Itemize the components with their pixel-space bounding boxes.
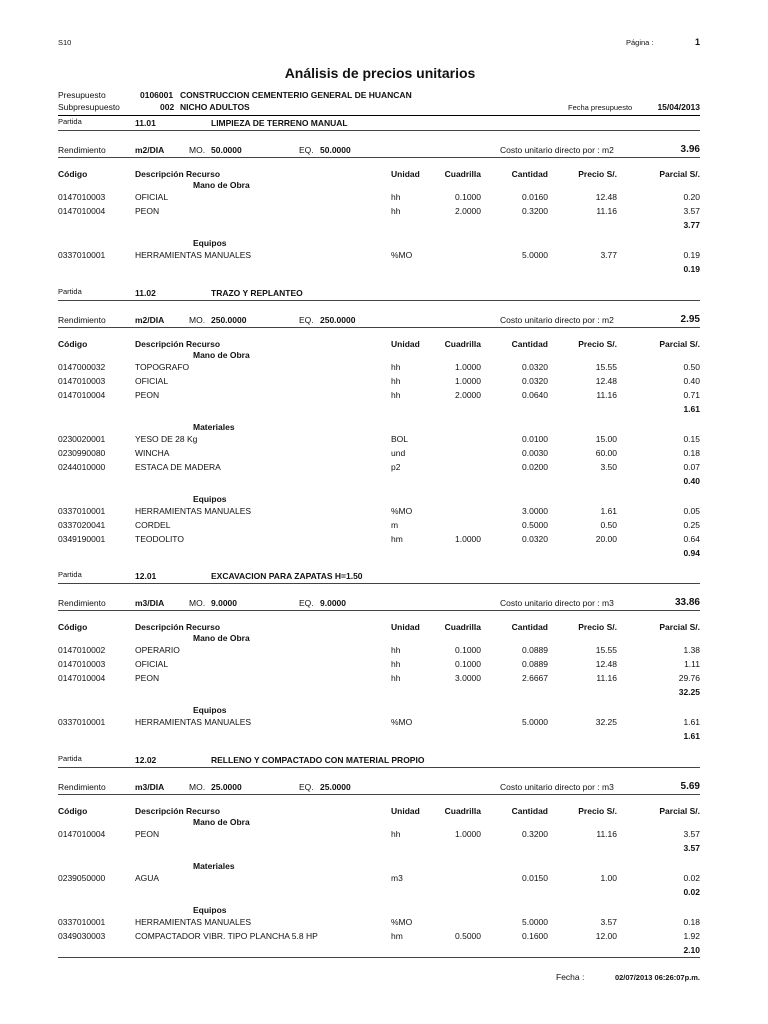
- item-unidad: m: [391, 520, 399, 530]
- item-cantidad: 0.0100: [522, 434, 548, 444]
- item-precio: 11.16: [596, 829, 617, 839]
- item-cuadrilla: 2.0000: [455, 206, 481, 216]
- costo-value: 3.96: [680, 144, 700, 155]
- item-precio: 3.57: [600, 917, 617, 927]
- item-codigo: 0337010001: [58, 250, 106, 260]
- partida-label: Partida: [58, 117, 82, 126]
- item-precio: 0.50: [600, 520, 617, 530]
- item-parcial: 3.57: [683, 206, 700, 216]
- col-parcial: Parcial S/.: [659, 169, 700, 179]
- item-descripcion: OFICIAL: [135, 376, 169, 386]
- partida-code: 12.02: [135, 755, 157, 765]
- item-parcial: 0.40: [683, 376, 700, 386]
- subpresupuesto-label: Subpresupuesto: [58, 102, 120, 112]
- item-parcial: 1.92: [683, 931, 700, 941]
- mo-label: MO.: [189, 598, 206, 608]
- item-precio: 3.50: [600, 462, 617, 472]
- partida-divider: [58, 300, 700, 301]
- page-number: 1: [694, 37, 700, 47]
- item-unidad: hh: [391, 206, 401, 216]
- item-descripcion: YESO DE 28 Kg: [135, 434, 198, 444]
- item-unidad: %MO: [391, 506, 413, 516]
- item-cantidad: 0.5000: [522, 520, 548, 530]
- item-parcial: 0.50: [683, 362, 700, 372]
- item-codigo: 0337020041: [58, 520, 106, 530]
- presupuesto-label: Presupuesto: [58, 90, 106, 100]
- item-codigo: 0147000032: [58, 362, 106, 372]
- item-codigo: 0349030003: [58, 931, 106, 941]
- item-descripcion: OPERARIO: [135, 645, 180, 655]
- item-cantidad: 0.0889: [522, 659, 548, 669]
- group-title: Mano de Obra: [193, 350, 250, 360]
- item-cantidad: 0.3200: [522, 206, 548, 216]
- item-unidad: hh: [391, 645, 401, 655]
- group-subtotal: 2.10: [683, 945, 700, 955]
- col-parcial: Parcial S/.: [659, 622, 700, 632]
- col-precio: Precio S/.: [578, 806, 617, 816]
- item-cuadrilla: 1.0000: [455, 829, 481, 839]
- col-unidad: Unidad: [391, 806, 420, 816]
- col-descripcion: Descripción Recurso: [135, 339, 221, 349]
- item-unidad: hh: [391, 659, 401, 669]
- item-precio: 32.25: [595, 717, 617, 727]
- col-unidad: Unidad: [391, 169, 420, 179]
- col-precio: Precio S/.: [578, 622, 617, 632]
- item-parcial: 29.76: [678, 673, 700, 683]
- group-title: Equipos: [193, 905, 227, 915]
- item-unidad: BOL: [391, 434, 409, 444]
- col-codigo: Código: [58, 339, 88, 349]
- rendimiento-unit: m3/DIA: [135, 598, 165, 608]
- partida-divider: [58, 583, 700, 584]
- item-codigo: 0147010004: [58, 829, 106, 839]
- page-title: Análisis de precios unitarios: [284, 65, 476, 81]
- presupuesto-name: CONSTRUCCION CEMENTERIO GENERAL DE HUANCAN: [180, 90, 412, 100]
- col-codigo: Código: [58, 806, 88, 816]
- rendimiento-label: Rendimiento: [58, 315, 106, 325]
- col-descripcion: Descripción Recurso: [135, 622, 221, 632]
- costo-value: 5.69: [680, 781, 700, 792]
- item-cantidad: 0.0030: [522, 448, 548, 458]
- rendimiento-divider: [58, 327, 700, 328]
- item-cantidad: 0.1600: [522, 931, 548, 941]
- partida-name: TRAZO Y REPLANTEO: [211, 288, 303, 298]
- group-subtotal: 1.61: [683, 731, 700, 741]
- rendimiento-unit: m3/DIA: [135, 782, 165, 792]
- item-descripcion: PEON: [135, 206, 160, 216]
- footer-fecha-label: Fecha :: [556, 972, 585, 982]
- eq-value: 250.0000: [320, 315, 356, 325]
- rendimiento-unit: m2/DIA: [135, 315, 165, 325]
- item-cuadrilla: 3.0000: [455, 673, 481, 683]
- group-title: Mano de Obra: [193, 633, 250, 643]
- mo-value: 25.0000: [211, 782, 242, 792]
- col-cuadrilla: Cuadrilla: [444, 622, 481, 632]
- col-cantidad: Cantidad: [511, 806, 548, 816]
- item-precio: 12.48: [595, 659, 617, 669]
- col-parcial: Parcial S/.: [659, 806, 700, 816]
- group-title: Equipos: [193, 494, 227, 504]
- header-divider: [58, 115, 700, 116]
- group-subtotal: 3.57: [683, 843, 700, 853]
- eq-value: 50.0000: [320, 145, 351, 155]
- group-subtotal: 0.94: [683, 548, 700, 558]
- item-precio: 15.55: [595, 362, 617, 372]
- item-codigo: 0147010004: [58, 206, 106, 216]
- group-title: Mano de Obra: [193, 180, 250, 190]
- item-parcial: 0.07: [683, 462, 700, 472]
- eq-label: EQ.: [299, 145, 314, 155]
- col-descripcion: Descripción Recurso: [135, 806, 221, 816]
- item-precio: 11.16: [596, 206, 617, 216]
- mo-label: MO.: [189, 145, 206, 155]
- item-unidad: hh: [391, 829, 401, 839]
- item-descripcion: HERRAMIENTAS MANUALES: [135, 506, 252, 516]
- costo-label: Costo unitario directo por : m3: [500, 782, 614, 792]
- footer-fecha: 02/07/2013 06:26:07p.m.: [614, 973, 700, 982]
- col-cuadrilla: Cuadrilla: [444, 169, 481, 179]
- item-codigo: 0230990080: [58, 448, 106, 458]
- col-unidad: Unidad: [391, 622, 420, 632]
- item-cuadrilla: 0.1000: [455, 645, 481, 655]
- partida-divider: [58, 130, 700, 131]
- item-descripcion: CORDEL: [135, 520, 171, 530]
- col-codigo: Código: [58, 622, 88, 632]
- item-parcial: 0.25: [683, 520, 700, 530]
- item-unidad: hh: [391, 376, 401, 386]
- item-cantidad: 0.0640: [522, 390, 548, 400]
- item-descripcion: HERRAMIENTAS MANUALES: [135, 917, 252, 927]
- item-descripcion: HERRAMIENTAS MANUALES: [135, 717, 252, 727]
- fecha-presupuesto: 15/04/2013: [657, 102, 700, 112]
- item-parcial: 0.05: [683, 506, 700, 516]
- item-unidad: %MO: [391, 250, 413, 260]
- presupuesto-code: 0106001: [140, 90, 174, 100]
- col-cantidad: Cantidad: [511, 339, 548, 349]
- item-unidad: hm: [391, 931, 403, 941]
- costo-value: 2.95: [680, 314, 700, 325]
- item-cantidad: 0.0200: [522, 462, 548, 472]
- item-descripcion: PEON: [135, 673, 160, 683]
- item-cantidad: 0.3200: [522, 829, 548, 839]
- item-unidad: %MO: [391, 717, 413, 727]
- item-codigo: 0230020001: [58, 434, 106, 444]
- partida-label: Partida: [58, 754, 82, 763]
- item-parcial: 1.38: [683, 645, 700, 655]
- item-descripcion: OFICIAL: [135, 659, 169, 669]
- item-cuadrilla: 1.0000: [455, 534, 481, 544]
- item-codigo: 0337010001: [58, 917, 106, 927]
- item-codigo: 0244010000: [58, 462, 106, 472]
- group-subtotal: 3.77: [683, 220, 700, 230]
- rendimiento-unit: m2/DIA: [135, 145, 165, 155]
- item-cantidad: 5.0000: [522, 250, 548, 260]
- col-codigo: Código: [58, 169, 88, 179]
- item-unidad: m3: [391, 873, 403, 883]
- item-precio: 12.48: [595, 192, 617, 202]
- rendimiento-divider: [58, 157, 700, 158]
- item-codigo: 0349190001: [58, 534, 106, 544]
- partida-name: LIMPIEZA DE TERRENO MANUAL: [211, 118, 348, 128]
- item-unidad: und: [391, 448, 406, 458]
- item-cuadrilla: 0.1000: [455, 659, 481, 669]
- partida-code: 12.01: [135, 571, 157, 581]
- item-cantidad: 0.0320: [522, 362, 548, 372]
- item-parcial: 0.18: [683, 448, 700, 458]
- group-title: Materiales: [193, 422, 235, 432]
- item-parcial: 0.18: [683, 917, 700, 927]
- group-subtotal: 32.25: [678, 687, 700, 697]
- item-codigo: 0147010003: [58, 192, 106, 202]
- item-cantidad: 5.0000: [522, 717, 548, 727]
- item-unidad: p2: [391, 462, 401, 472]
- fecha-presupuesto-label: Fecha presupuesto: [568, 103, 633, 112]
- col-unidad: Unidad: [391, 339, 420, 349]
- item-precio: 3.77: [600, 250, 617, 260]
- item-cantidad: 0.0150: [522, 873, 548, 883]
- item-parcial: 0.64: [683, 534, 700, 544]
- rendimiento-label: Rendimiento: [58, 598, 106, 608]
- rendimiento-label: Rendimiento: [58, 782, 106, 792]
- mo-value: 50.0000: [211, 145, 242, 155]
- item-descripcion: TOPOGRAFO: [135, 362, 190, 372]
- item-parcial: 0.20: [683, 192, 700, 202]
- subpresupuesto-code: 002: [160, 102, 175, 112]
- partida-label: Partida: [58, 287, 82, 296]
- eq-label: EQ.: [299, 598, 314, 608]
- item-parcial: 3.57: [683, 829, 700, 839]
- item-precio: 1.61: [600, 506, 617, 516]
- mo-value: 9.0000: [211, 598, 237, 608]
- group-subtotal: 0.40: [683, 476, 700, 486]
- page-label: Página :: [626, 38, 654, 47]
- mo-value: 250.0000: [211, 315, 247, 325]
- item-descripcion: OFICIAL: [135, 192, 169, 202]
- eq-label: EQ.: [299, 315, 314, 325]
- partida-code: 11.02: [135, 288, 156, 298]
- item-unidad: hh: [391, 362, 401, 372]
- item-parcial: 0.02: [683, 873, 700, 883]
- item-cantidad: 0.0889: [522, 645, 548, 655]
- item-precio: 11.16: [596, 390, 617, 400]
- item-cuadrilla: 1.0000: [455, 362, 481, 372]
- item-descripcion: TEODOLITO: [135, 534, 184, 544]
- eq-value: 25.0000: [320, 782, 351, 792]
- col-cuadrilla: Cuadrilla: [444, 339, 481, 349]
- footer-divider: [58, 957, 700, 958]
- partida-divider: [58, 767, 700, 768]
- item-parcial: 0.71: [683, 390, 700, 400]
- item-cuadrilla: 0.5000: [455, 931, 481, 941]
- item-cantidad: 3.0000: [522, 506, 548, 516]
- group-title: Mano de Obra: [193, 817, 250, 827]
- item-precio: 11.16: [596, 673, 617, 683]
- item-codigo: 0147010004: [58, 390, 106, 400]
- item-cuadrilla: 0.1000: [455, 192, 481, 202]
- costo-value: 33.86: [674, 597, 700, 608]
- col-precio: Precio S/.: [578, 169, 617, 179]
- mo-label: MO.: [189, 315, 206, 325]
- subpresupuesto-name: NICHO ADULTOS: [180, 102, 250, 112]
- group-subtotal: 0.02: [683, 887, 700, 897]
- group-title: Materiales: [193, 861, 235, 871]
- item-cuadrilla: 2.0000: [455, 390, 481, 400]
- col-descripcion: Descripción Recurso: [135, 169, 221, 179]
- group-subtotal: 1.61: [683, 404, 700, 414]
- partida-name: EXCAVACION PARA ZAPATAS H=1.50: [211, 571, 363, 581]
- mo-label: MO.: [189, 782, 206, 792]
- item-codigo: 0337010001: [58, 506, 106, 516]
- rendimiento-divider: [58, 610, 700, 611]
- item-codigo: 0147010003: [58, 659, 106, 669]
- item-descripcion: ESTACA DE MADERA: [135, 462, 221, 472]
- item-descripcion: PEON: [135, 390, 160, 400]
- rendimiento-divider: [58, 794, 700, 795]
- item-unidad: hm: [391, 534, 403, 544]
- rendimiento-label: Rendimiento: [58, 145, 106, 155]
- item-unidad: hh: [391, 390, 401, 400]
- item-cantidad: 5.0000: [522, 917, 548, 927]
- col-cantidad: Cantidad: [511, 622, 548, 632]
- item-precio: 20.00: [595, 534, 617, 544]
- item-cantidad: 0.0320: [522, 534, 548, 544]
- costo-label: Costo unitario directo por : m2: [500, 315, 614, 325]
- col-precio: Precio S/.: [578, 339, 617, 349]
- item-parcial: 0.15: [683, 434, 700, 444]
- item-cantidad: 2.6667: [522, 673, 548, 683]
- item-precio: 12.48: [595, 376, 617, 386]
- item-precio: 15.55: [595, 645, 617, 655]
- item-precio: 12.00: [595, 931, 617, 941]
- item-codigo: 0337010001: [58, 717, 106, 727]
- item-precio: 60.00: [595, 448, 617, 458]
- item-unidad: hh: [391, 673, 401, 683]
- item-cantidad: 0.0320: [522, 376, 548, 386]
- partida-name: RELLENO Y COMPACTADO CON MATERIAL PROPIO: [211, 755, 425, 765]
- item-unidad: %MO: [391, 917, 413, 927]
- partida-code: 11.01: [135, 118, 156, 128]
- item-parcial: 0.19: [683, 250, 700, 260]
- item-parcial: 1.61: [683, 717, 700, 727]
- item-descripcion: HERRAMIENTAS MANUALES: [135, 250, 252, 260]
- item-parcial: 1.11: [684, 659, 700, 669]
- report-code: S10: [58, 38, 72, 47]
- costo-label: Costo unitario directo por : m2: [500, 145, 614, 155]
- item-codigo: 0147010002: [58, 645, 106, 655]
- group-title: Equipos: [193, 238, 227, 248]
- costo-label: Costo unitario directo por : m3: [500, 598, 614, 608]
- item-descripcion: AGUA: [135, 873, 160, 883]
- item-unidad: hh: [391, 192, 401, 202]
- item-codigo: 0147010004: [58, 673, 106, 683]
- col-parcial: Parcial S/.: [659, 339, 700, 349]
- item-descripcion: PEON: [135, 829, 160, 839]
- item-cantidad: 0.0160: [522, 192, 548, 202]
- col-cantidad: Cantidad: [511, 169, 548, 179]
- item-codigo: 0147010003: [58, 376, 106, 386]
- item-descripcion: COMPACTADOR VIBR. TIPO PLANCHA 5.8 HP: [135, 931, 318, 941]
- item-cuadrilla: 1.0000: [455, 376, 481, 386]
- eq-label: EQ.: [299, 782, 314, 792]
- col-cuadrilla: Cuadrilla: [444, 806, 481, 816]
- group-title: Equipos: [193, 705, 227, 715]
- item-codigo: 0239050000: [58, 873, 106, 883]
- eq-value: 9.0000: [320, 598, 346, 608]
- item-descripcion: WINCHA: [135, 448, 170, 458]
- item-precio: 15.00: [595, 434, 617, 444]
- partida-label: Partida: [58, 570, 82, 579]
- item-precio: 1.00: [600, 873, 617, 883]
- group-subtotal: 0.19: [683, 264, 700, 274]
